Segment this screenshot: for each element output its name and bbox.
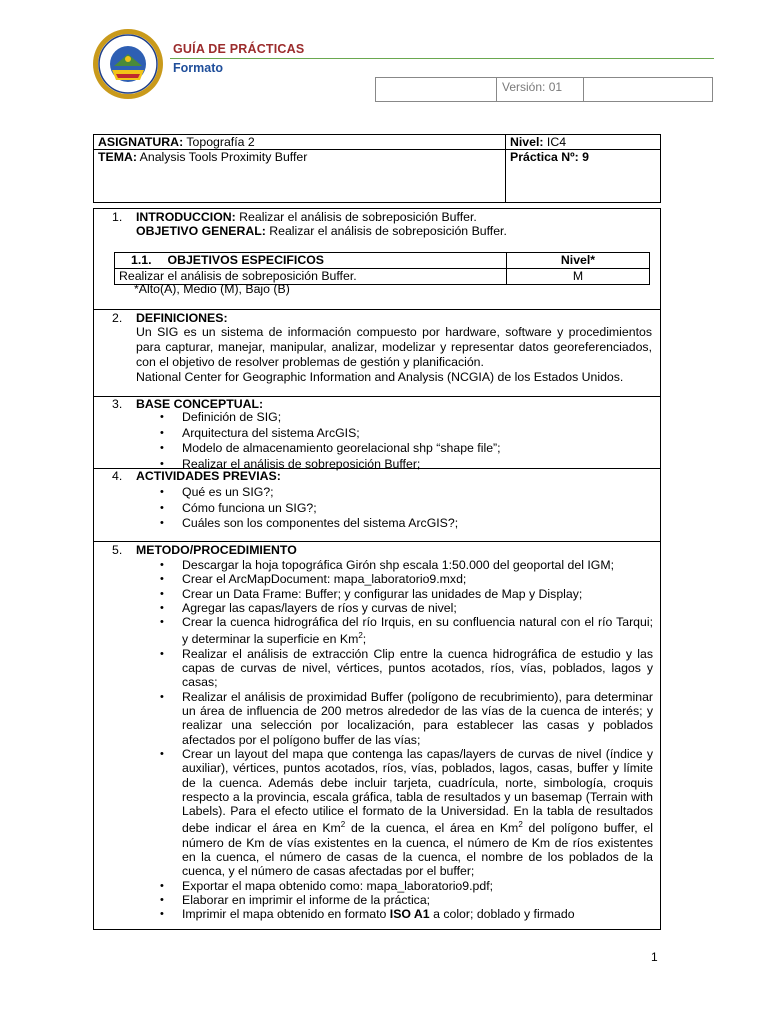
superscript: 2 (518, 820, 523, 830)
subject-table (93, 134, 661, 203)
section-number: 3. (112, 397, 123, 411)
tema-cell (94, 150, 506, 203)
practica-cell (506, 150, 661, 203)
objectives-header (115, 253, 507, 269)
level-header: Nivel* (507, 253, 650, 269)
objective-text: Realizar el análisis de sobreposición Buffer. (265, 224, 507, 238)
list-item: • Definición de SIG; (94, 410, 660, 426)
definition-paragraph (136, 325, 652, 385)
section-heading: INTRODUCCION: (136, 210, 236, 224)
list-item: • Realizar el análisis de sobreposición Buffer; (94, 457, 660, 473)
item-text: Crear la cuenca hidrográfica del río Irquis, en su confluencia natural con el río Tarqui; y determinar la superficie en Km (182, 615, 653, 647)
tema-label: TEMA: (98, 150, 137, 164)
section-number: 2. (112, 311, 123, 325)
level-legend: *Alto(A), Medio (M), Bajo (B) (134, 282, 290, 296)
list-item: • Crear el ArcMapDocument: mapa_laboratorio9.mxd; (94, 572, 653, 586)
list-item: • Qué es un SIG?; (94, 485, 660, 501)
list-item: • Realizar el análisis de proximidad Buffer (polígono de recubrimiento), para determinar un área de influencia de 200 metros alrededor de las vías de la cuenca de interés; y realizar una selección por localización, para establecer las casas y poblados afectados por el polígono buffer de las vías; (94, 690, 653, 747)
asignatura-cell (94, 135, 506, 150)
list-item (94, 615, 653, 647)
section-heading: DEFINICIONES: (136, 311, 228, 325)
section-number: 1. (112, 210, 123, 224)
objective-row-text: Realizar el análisis de sobreposición Buffer. (115, 269, 507, 285)
intro-line (136, 210, 477, 225)
item-text: del polígono buffer, el número de Km de vías existentes en la cuenca, el número de Km de ríos existentes en la cuenca, el número de casas de la cuenca, el nombre de los poblados de la cuenca, y el número de casas afectadas por el buffer; (182, 821, 654, 879)
objectives-number: 1.1. (131, 253, 152, 267)
list-item: • Cuáles son los componentes del sistema ArcGIS?; (94, 516, 660, 532)
list-item: • Modelo de almacenamiento georelacional shp “shape file”; (94, 441, 660, 457)
practica-label: Práctica Nº: 9 (510, 150, 589, 164)
section-metodo (93, 541, 661, 930)
version-label: Versión: 01 (496, 78, 584, 101)
section-definiciones (93, 309, 661, 397)
section-heading: ACTIVIDADES PREVIAS: (136, 469, 281, 483)
definition-text: Un SIG es un sistema de información compuesto por hardware, software y procedimientos para capturar, manejar, manipular, analizar, modelizar y representar datos georeferenciados, con el objetivo de resolver problemas de gestión y planificación. (136, 325, 652, 369)
superscript: 2 (340, 820, 346, 830)
nivel-value: IC4 (543, 135, 567, 149)
objective-heading: OBJETIVO GENERAL: (136, 224, 266, 238)
objective-row-level: M (507, 269, 650, 285)
objectives-title: OBJETIVOS ESPECIFICOS (167, 253, 324, 267)
section-actividades-previas (93, 468, 661, 542)
item-text: de la cuenca, el área en Km (345, 821, 519, 836)
list-item: • Arquitectura del sistema ArcGIS; (94, 426, 660, 442)
tema-value: Analysis Tools Proximity Buffer (136, 150, 308, 164)
nivel-cell (506, 135, 661, 150)
concept-list (94, 410, 660, 472)
item-text: Crear un layout del mapa que contenga las capas/layers de curvas de nivel (índice y auxiliar), vértices, puntos acotados, ríos, vías, poblados, lagos, casas, buffer y límite de la cuenca. Además debe incluir tarjeta, cuadrícula, norte, simbología, croquis respecto a la provincia, escala gráfica, tabla de resultados y un basemap (Terrain with Labels). Para el efecto utilice el formato de la Universidad. En la tabla de resultados debe indicar el área en Km (182, 746, 653, 836)
item-text: a color; doblado y firmado (429, 907, 575, 922)
intro-text: Realizar el análisis de sobreposición Buffer. (235, 210, 477, 224)
procedure-list (94, 558, 653, 922)
nivel-label: Nivel: (510, 135, 544, 149)
list-item: • Crear un Data Frame: Buffer; y configurar las unidades de Map y Display; (94, 587, 653, 601)
superscript: 2 (358, 631, 363, 641)
list-item: • Realizar el análisis de extracción Clip entre la cuenca hidrográfica de estudio y las capas de curvas de nivel, vértices, puntos acotados, ríos, vías, poblados, lagos y casas; (94, 647, 653, 690)
page-number: 1 (651, 950, 658, 964)
section-base-conceptual (93, 396, 661, 469)
university-logo (92, 28, 164, 100)
section-heading: METODO/PROCEDIMIENTO (136, 543, 297, 557)
item-text: Imprimir el mapa obtenido en formato (182, 907, 390, 922)
section-number: 5. (112, 543, 123, 557)
list-item: • Agregar las capas/layers de ríos y curvas de nivel; (94, 601, 653, 615)
guide-title: GUÍA DE PRÁCTICAS (173, 42, 305, 56)
definition-source: National Center for Geographic Information and Analysis (NCGIA) de los Estados Unidos. (136, 370, 624, 384)
item-text: ; (362, 632, 367, 647)
list-item: • Cómo funciona un SIG?; (94, 501, 660, 517)
version-box (375, 77, 713, 102)
list-item: • Descargar la hoja topográfica Girón shp escala 1:50.000 del geoportal del IGM; (94, 558, 653, 572)
header-rule (170, 58, 714, 59)
asignatura-label: ASIGNATURA: (98, 135, 184, 149)
objective-line (136, 224, 507, 239)
item-bold-text: ISO A1 (389, 907, 430, 922)
list-item (94, 907, 653, 921)
asignatura-value: Topografía 2 (183, 135, 255, 149)
specific-objectives-table (114, 252, 650, 285)
section-introduccion (93, 208, 661, 310)
list-item (94, 747, 653, 879)
list-item: • Elaborar en imprimir el informe de la práctica; (94, 893, 653, 907)
section-heading: BASE CONCEPTUAL: (136, 397, 264, 411)
list-item: • Exportar el mapa obtenido como: mapa_laboratorio9.pdf; (94, 879, 653, 893)
section-number: 4. (112, 469, 123, 483)
activities-list (94, 485, 660, 532)
guide-subtitle: Formato (173, 61, 223, 75)
